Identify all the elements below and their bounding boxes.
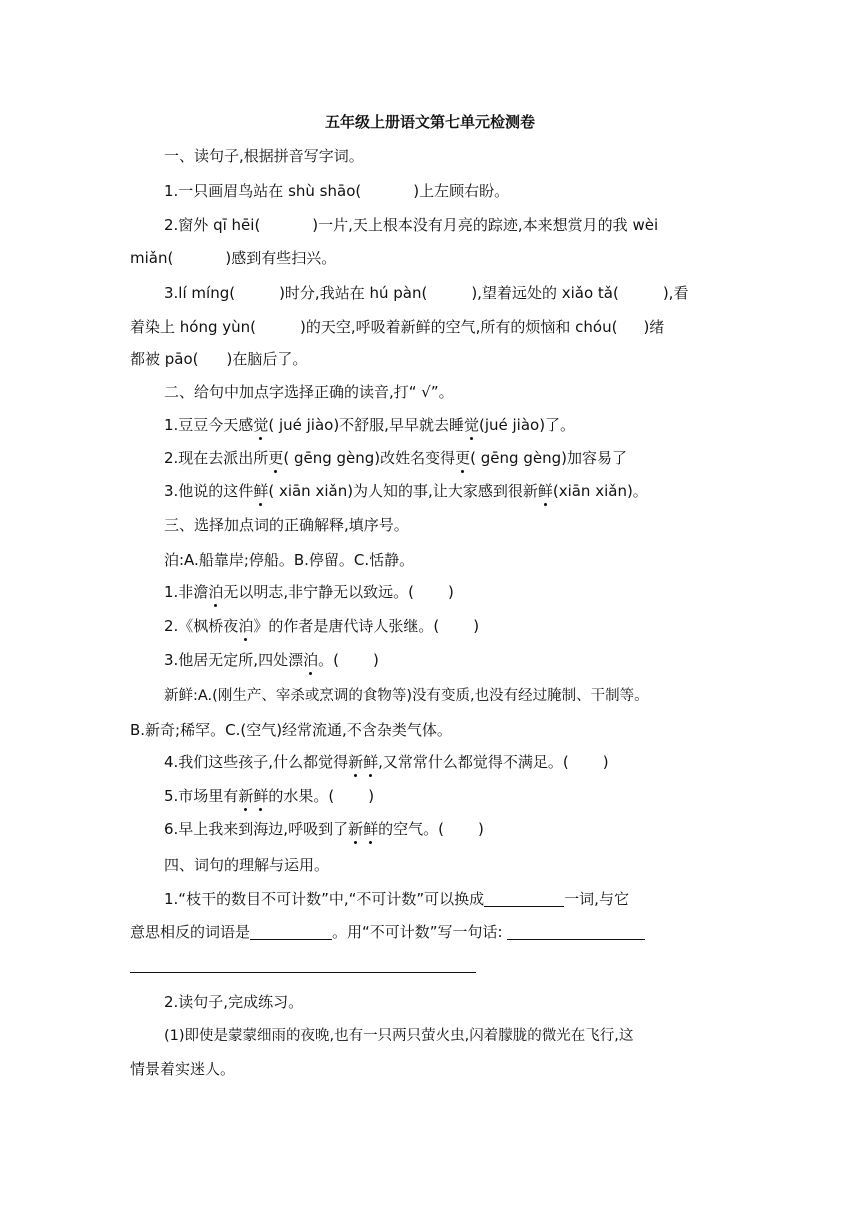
s4-q1-text-a: 1.“枝干的数目不可计数”中,“不可计数”可以换成 (164, 890, 485, 908)
s3-q3-text-c: ) (372, 651, 379, 669)
section4-heading: 四、词句的理解与运用。 (164, 856, 330, 874)
s2-q3-text-b: ( xiān xiǎn)为人知的事,让大家感到很新 (268, 482, 538, 500)
dotted-char: 泊 (238, 617, 254, 635)
s3-q6-text-a: 6.早上我来到海边,呼吸到了 (164, 820, 349, 838)
s3-q4-text-a: 4.我们这些孩子,什么都觉得 (164, 753, 349, 771)
s3-q1-text-b: 无以明志,非宁静无以致远。( (223, 583, 414, 601)
s2-q1-text-c: (jué jiào)了。 (478, 416, 576, 434)
section2-heading: 二、给句中加点字选择正确的读音,打“ √”。 (164, 383, 454, 401)
s3-q2-text-a: 2.《枫桥夜 (164, 617, 239, 635)
dotted-char: 新 (348, 753, 364, 771)
s3-q5-text-b: 的水果。( (268, 787, 335, 805)
s3-question-3 (130, 650, 730, 670)
s1-q3-text-h: 都被 pāo( (130, 350, 199, 368)
s3-q3-text-a: 3.他居无定所,四处漂 (164, 651, 304, 669)
s1-q3-text-b: )时分,我站在 hú pàn( (279, 284, 428, 302)
dotted-char: 泊 (208, 583, 224, 601)
s1-q2-text-a: 2.窗外 qī hēi( (164, 216, 261, 234)
page-title: 五年级上册语文第七单元检测卷 (324, 113, 535, 131)
dotted-char: 鲜 (363, 753, 379, 771)
s2-q3-text-a: 3.他说的这件 (164, 482, 254, 500)
answer-blank[interactable] (484, 890, 564, 907)
bo-definition: 泊:A.船靠岸;停船。B.停留。C.恬静。 (164, 551, 415, 569)
s1-q2-text-d: )感到有些扫兴。 (225, 249, 337, 267)
s1-q3-text-a: 3.lí míng( (164, 284, 236, 302)
s1-q2-text-c: miǎn( (130, 249, 174, 267)
dotted-char: 更 (268, 449, 284, 467)
section3-heading: 三、选择加点词的正确解释,填序号。 (164, 516, 409, 534)
s4-q2-sentence-line2: 情景着实迷人。 (130, 1060, 236, 1078)
s3-question-5 (130, 786, 730, 806)
answer-blank[interactable] (250, 923, 332, 940)
dotted-char: 觉 (463, 416, 479, 434)
s2-q1-text-b: ( jué jiào)不舒服,早早就去睡 (268, 416, 464, 434)
s2-q3-text-c: (xiān xiǎn)。 (552, 482, 648, 500)
answer-blank[interactable] (507, 923, 645, 940)
dotted-char: 鲜 (253, 787, 269, 805)
s4-q1-text-c: 意思相反的词语是 (130, 923, 251, 941)
s3-q6-text-c: ) (477, 820, 484, 838)
s3-q2-text-c: ) (473, 617, 480, 635)
s3-q6-text-b: 的空气。( (378, 820, 444, 838)
exam-page (130, 0, 730, 1216)
s2-question-2 (130, 448, 730, 468)
dotted-char: 鲜 (537, 482, 553, 500)
s1-q3-text-g: )绪 (643, 318, 665, 336)
s1-question-2-line1 (130, 215, 730, 235)
s2-q2-text-a: 2.现在去派出所 (164, 449, 269, 467)
s4-q1-text-d: 。用“不可计数”写一句话: (332, 923, 503, 941)
s3-question-6 (130, 819, 730, 839)
xinxian-definition-1: 新鲜:A.(刚生产、宰杀或烹调的食物等)没有变质,也没有经过腌制、干制等。 (164, 688, 649, 704)
dotted-char: 更 (455, 449, 471, 467)
s2-q2-text-c: ( gēng gèng)加容易了 (470, 449, 627, 467)
s3-question-4 (130, 752, 730, 772)
s2-question-1 (130, 415, 730, 435)
s2-question-3 (130, 481, 730, 501)
s3-q5-text-c: ) (368, 787, 375, 805)
dotted-char: 鲜 (363, 820, 379, 838)
s2-q1-text-a: 1.豆豆今天感 (164, 416, 254, 434)
s2-q2-text-b: ( gēng gèng)改姓名变得 (283, 449, 456, 467)
s3-q1-text-c: ) (447, 583, 454, 601)
dotted-char: 新 (348, 820, 364, 838)
s1-q3-text-c: ),望着远处的 xiǎo tǎ( (471, 284, 619, 302)
s4-question-1-line2 (130, 922, 730, 942)
s1-q1-text-a: 1.一只画眉鸟站在 shù shāo( (164, 182, 362, 200)
s1-question-3-line3 (130, 349, 730, 369)
dotted-char: 泊 (303, 651, 319, 669)
s4-q2-sentence-line1: (1)即使是蒙蒙细雨的夜晚,也有一只两只萤火虫,闪着朦胧的微光在飞行,这 (164, 1028, 634, 1044)
s1-question-2-line2 (130, 248, 730, 268)
dotted-char: 新 (238, 787, 254, 805)
section1-heading: 一、读句子,根据拼音写字词。 (164, 147, 364, 165)
s1-q3-text-i: )在脑后了。 (226, 350, 308, 368)
xinxian-definition-2: B.新奇;稀罕。C.(空气)经常流通,不含杂类气体。 (130, 721, 452, 739)
s1-question-1 (130, 181, 730, 201)
s4-question-1-line1 (130, 889, 730, 909)
answer-line[interactable] (130, 972, 476, 973)
s3-q5-text-a: 5.市场里有 (164, 787, 239, 805)
s3-question-2 (130, 616, 730, 636)
s1-q3-text-d: ),看 (662, 284, 689, 302)
dotted-char: 觉 (253, 416, 269, 434)
s4-q1-text-b: 一词,与它 (564, 890, 629, 908)
s3-q4-text-c: ) (602, 753, 609, 771)
s3-question-1 (130, 582, 730, 602)
s3-q3-text-b: 。( (318, 651, 339, 669)
s4-question-2-heading: 2.读句子,完成练习。 (164, 993, 304, 1011)
s3-q1-text-a: 1.非澹 (164, 583, 209, 601)
s1-q3-text-f: )的天空,呼吸着新鲜的空气,所有的烦恼和 chóu( (300, 318, 618, 336)
dotted-char: 鲜 (253, 482, 269, 500)
s3-q2-text-b: 》的作者是唐代诗人张继。( (253, 617, 440, 635)
s1-question-3-line2 (130, 317, 730, 337)
s3-q4-text-b: ,又常常什么都觉得不满足。( (378, 753, 569, 771)
s1-q1-text-b: )上左顾右盼。 (413, 182, 510, 200)
s1-q2-text-b: )一片,天上根本没有月亮的踪迹,本来想赏月的我 wèi (312, 216, 659, 234)
s1-q3-text-e: 着染上 hóng yùn( (130, 318, 256, 336)
s1-question-3-line1 (130, 283, 730, 303)
